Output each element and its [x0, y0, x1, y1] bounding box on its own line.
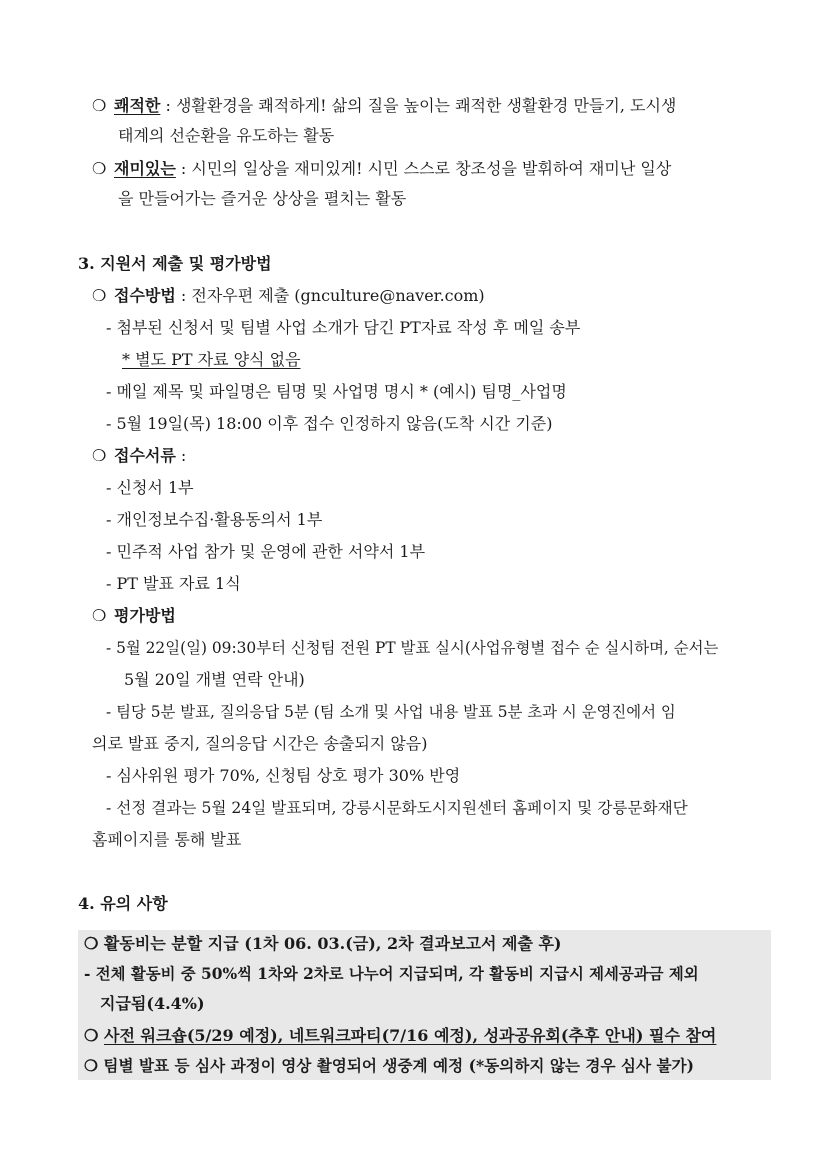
bullet-circle-icon: ❍ — [84, 1026, 99, 1045]
receipt-line: - 5월 19일(목) 18:00 이후 접수 인정하지 않음(도착 시간 기준) — [106, 414, 553, 433]
evaluation-method — [92, 606, 176, 626]
notice-line: - 전체 활동비 중 50%씩 1차와 2차로 나누어 지급되며, 각 활동비 지급시 제세공과금 제외 — [84, 965, 699, 983]
receipt-label: 접수방법 — [114, 286, 176, 305]
intro-item-pleasant-cont: 태계의 선순환을 유도하는 활동 — [118, 126, 335, 145]
notice-line: 지급됨(4.4%) — [100, 994, 205, 1013]
item-text: 생활환경을 쾌적하게! 삶의 질을 높이는 쾌적한 생활환경 만들기, 도시생 — [175, 96, 677, 115]
section3-title: 3. 지원서 제출 및 평가방법 — [78, 254, 272, 273]
eval-line: 홈페이지를 통해 발표 — [92, 830, 242, 849]
eval-line: - 5월 22일(일) 09:30부터 신청팀 전원 PT 발표 실시(사업유형별 접수 순 실시하며, 순서는 — [106, 639, 719, 657]
eval-line: 5월 20일 개별 연락 안내) — [124, 670, 305, 689]
section4-title: 4. 유의 사항 — [78, 894, 168, 913]
receipt-line: - 메일 제목 및 파일명은 팀명 및 사업명 명시 * (예시) 팀명_사업명 — [106, 382, 567, 401]
bullet-circle-icon: ❍ — [92, 606, 107, 625]
docs-line: - 민주적 사업 참가 및 운영에 관한 서약서 1부 — [106, 542, 426, 561]
eval-line: 의로 발표 중지, 질의응답 시간은 송출되지 않음) — [92, 734, 428, 753]
eval-line: - 심사위원 평가 70%, 신청팀 상호 평가 30% 반영 — [106, 766, 461, 785]
docs-line: - 개인정보수집·활용동의서 1부 — [106, 510, 323, 529]
docs-line: - 신청서 1부 — [106, 478, 194, 497]
item-label: 재미있는 — [114, 159, 176, 178]
receipt-text: : 전자우편 제출 (gnculture@naver.com) — [175, 286, 485, 305]
notice-line: ❍ 팀별 발표 등 심사 과정이 영상 촬영되어 생중계 예정 (*동의하지 않는 경우 심사 불가) — [84, 1056, 694, 1075]
notice-line-underlined — [84, 1026, 716, 1046]
eval-label: 평가방법 — [114, 606, 176, 625]
intro-item-fun — [92, 159, 671, 179]
required-docs — [92, 446, 186, 466]
docs-line: - PT 발표 자료 1식 — [106, 574, 241, 593]
bullet-circle-icon: ❍ — [92, 286, 107, 305]
eval-line: - 팀당 5분 발표, 질의응답 5분 (팀 소개 및 사업 내용 발표 5분 초과 시 운영진에서 임 — [106, 703, 676, 721]
intro-item-pleasant — [92, 96, 676, 116]
receipt-method — [92, 286, 485, 306]
item-text: 시민의 일상을 재미있게! 시민 스스로 창조성을 발휘하여 재미난 일상 — [191, 159, 672, 178]
docs-label: 접수서류 — [114, 446, 176, 465]
eval-line: - 선정 결과는 5월 24일 발표되며, 강릉시문화도시지원센터 홈페이지 및 강릉문화재단 — [106, 799, 688, 817]
separator: : — [175, 446, 187, 465]
bullet-circle-icon: ❍ — [92, 96, 107, 115]
item-label: 쾌적한 — [114, 96, 161, 115]
separator: : — [175, 159, 192, 178]
bullet-circle-icon: ❍ — [92, 446, 107, 465]
intro-item-fun-cont: 을 만들어가는 즐거운 상상을 펼치는 활동 — [118, 189, 407, 208]
separator: : — [160, 96, 176, 115]
notice-box — [78, 930, 771, 1080]
notice-text: 사전 워크숍(5/29 예정), 네트워크파티(7/16 예정), 성과공유회(추후 안내) 필수 참여 — [104, 1026, 717, 1045]
notice-line: ❍ 활동비는 분할 지급 (1차 06. 03.(금), 2차 결과보고서 제출 후) — [84, 934, 562, 953]
bullet-circle-icon: ❍ — [92, 159, 107, 178]
receipt-line: - 첨부된 신청서 및 팀별 사업 소개가 담긴 PT자료 작성 후 메일 송부 — [106, 318, 581, 337]
receipt-note: * 별도 PT 자료 양식 없음 — [122, 350, 301, 369]
